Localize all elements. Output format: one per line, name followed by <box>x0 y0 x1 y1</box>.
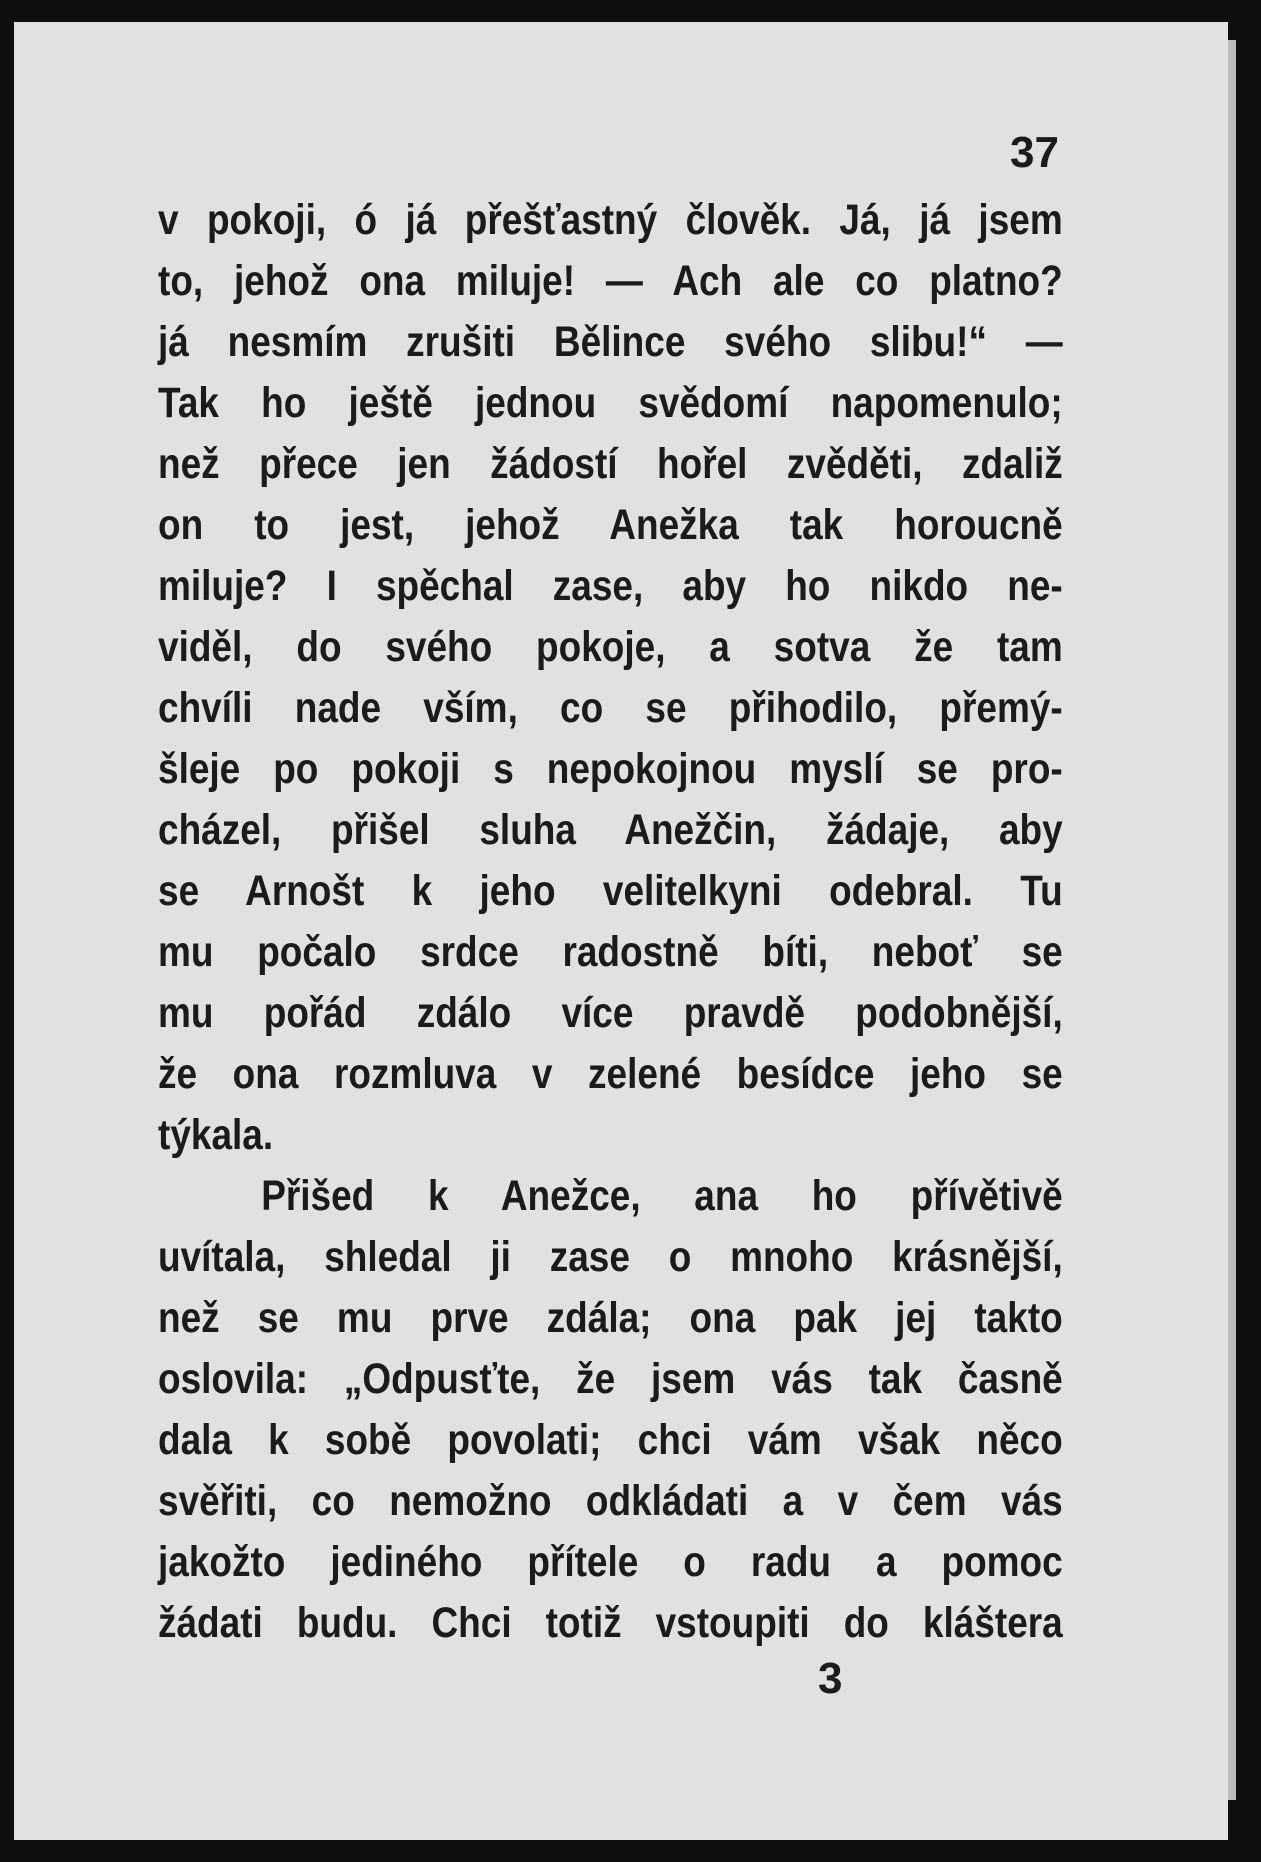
text-line: mu počalo srdce radostně bíti, neboť se <box>158 928 1063 976</box>
text-line: oslovila: „Odpusťte, že jsem vás tak časně <box>158 1355 1063 1403</box>
text-line: žádati budu. Chci totiž vstoupiti do kláštera <box>158 1599 1063 1647</box>
text-line: viděl, do svého pokoje, a sotva že tam <box>158 623 1063 671</box>
text-line: než přece jen žádostí hořel zvěděti, zdaliž <box>158 440 1063 488</box>
text-line: šleje po pokoji s nepokojnou myslí se pro- <box>158 745 1063 793</box>
text-line: dala k sobě povolati; chci vám však něco <box>158 1416 1063 1464</box>
text-line: jakožto jediného přítele o radu a pomoc <box>158 1538 1063 1586</box>
text-line: on to jest, jehož Anežka tak horoucně <box>158 501 1063 549</box>
text-line: Tak ho ještě jednou svědomí napomenulo; <box>158 379 1063 427</box>
text-line: mu pořád zdálo více pravdě podobnější, <box>158 989 1063 1037</box>
text-line: to, jehož ona miluje! — Ach ale co platno? <box>158 257 1063 305</box>
text-line: uvítala, shledal ji zase o mnoho krásnější, <box>158 1233 1063 1281</box>
text-line: v pokoji, ó já přešťastný člověk. Já, já jsem <box>158 196 1063 244</box>
page-number: 37 <box>1010 128 1059 177</box>
text-line: Přišed k Anežce, ana ho přívětivě <box>261 1172 1063 1220</box>
text-line: že ona rozmluva v zelené besídce jeho se <box>158 1050 1063 1098</box>
text-line: já nesmím zrušiti Bělince svého slibu!“ — <box>158 318 1063 366</box>
page-edge <box>1228 40 1236 1800</box>
text-line: se Arnošt k jeho velitelkyni odebral. Tu <box>158 867 1063 915</box>
text-line: miluje? I spěchal zase, aby ho nikdo ne- <box>158 562 1063 610</box>
text-line: svěřiti, co nemožno odkládati a v čem vás <box>158 1477 1063 1525</box>
text-line: chvíli nade vším, co se přihodilo, přemý- <box>158 684 1063 732</box>
body-text <box>158 190 1063 1654</box>
text-line: cházel, přišel sluha Anežčin, žádaje, aby <box>158 806 1063 854</box>
text-line: než se mu prve zdála; ona pak jej takto <box>158 1294 1063 1342</box>
signature-mark: 3 <box>818 1654 843 1703</box>
text-line: týkala. <box>158 1111 274 1159</box>
